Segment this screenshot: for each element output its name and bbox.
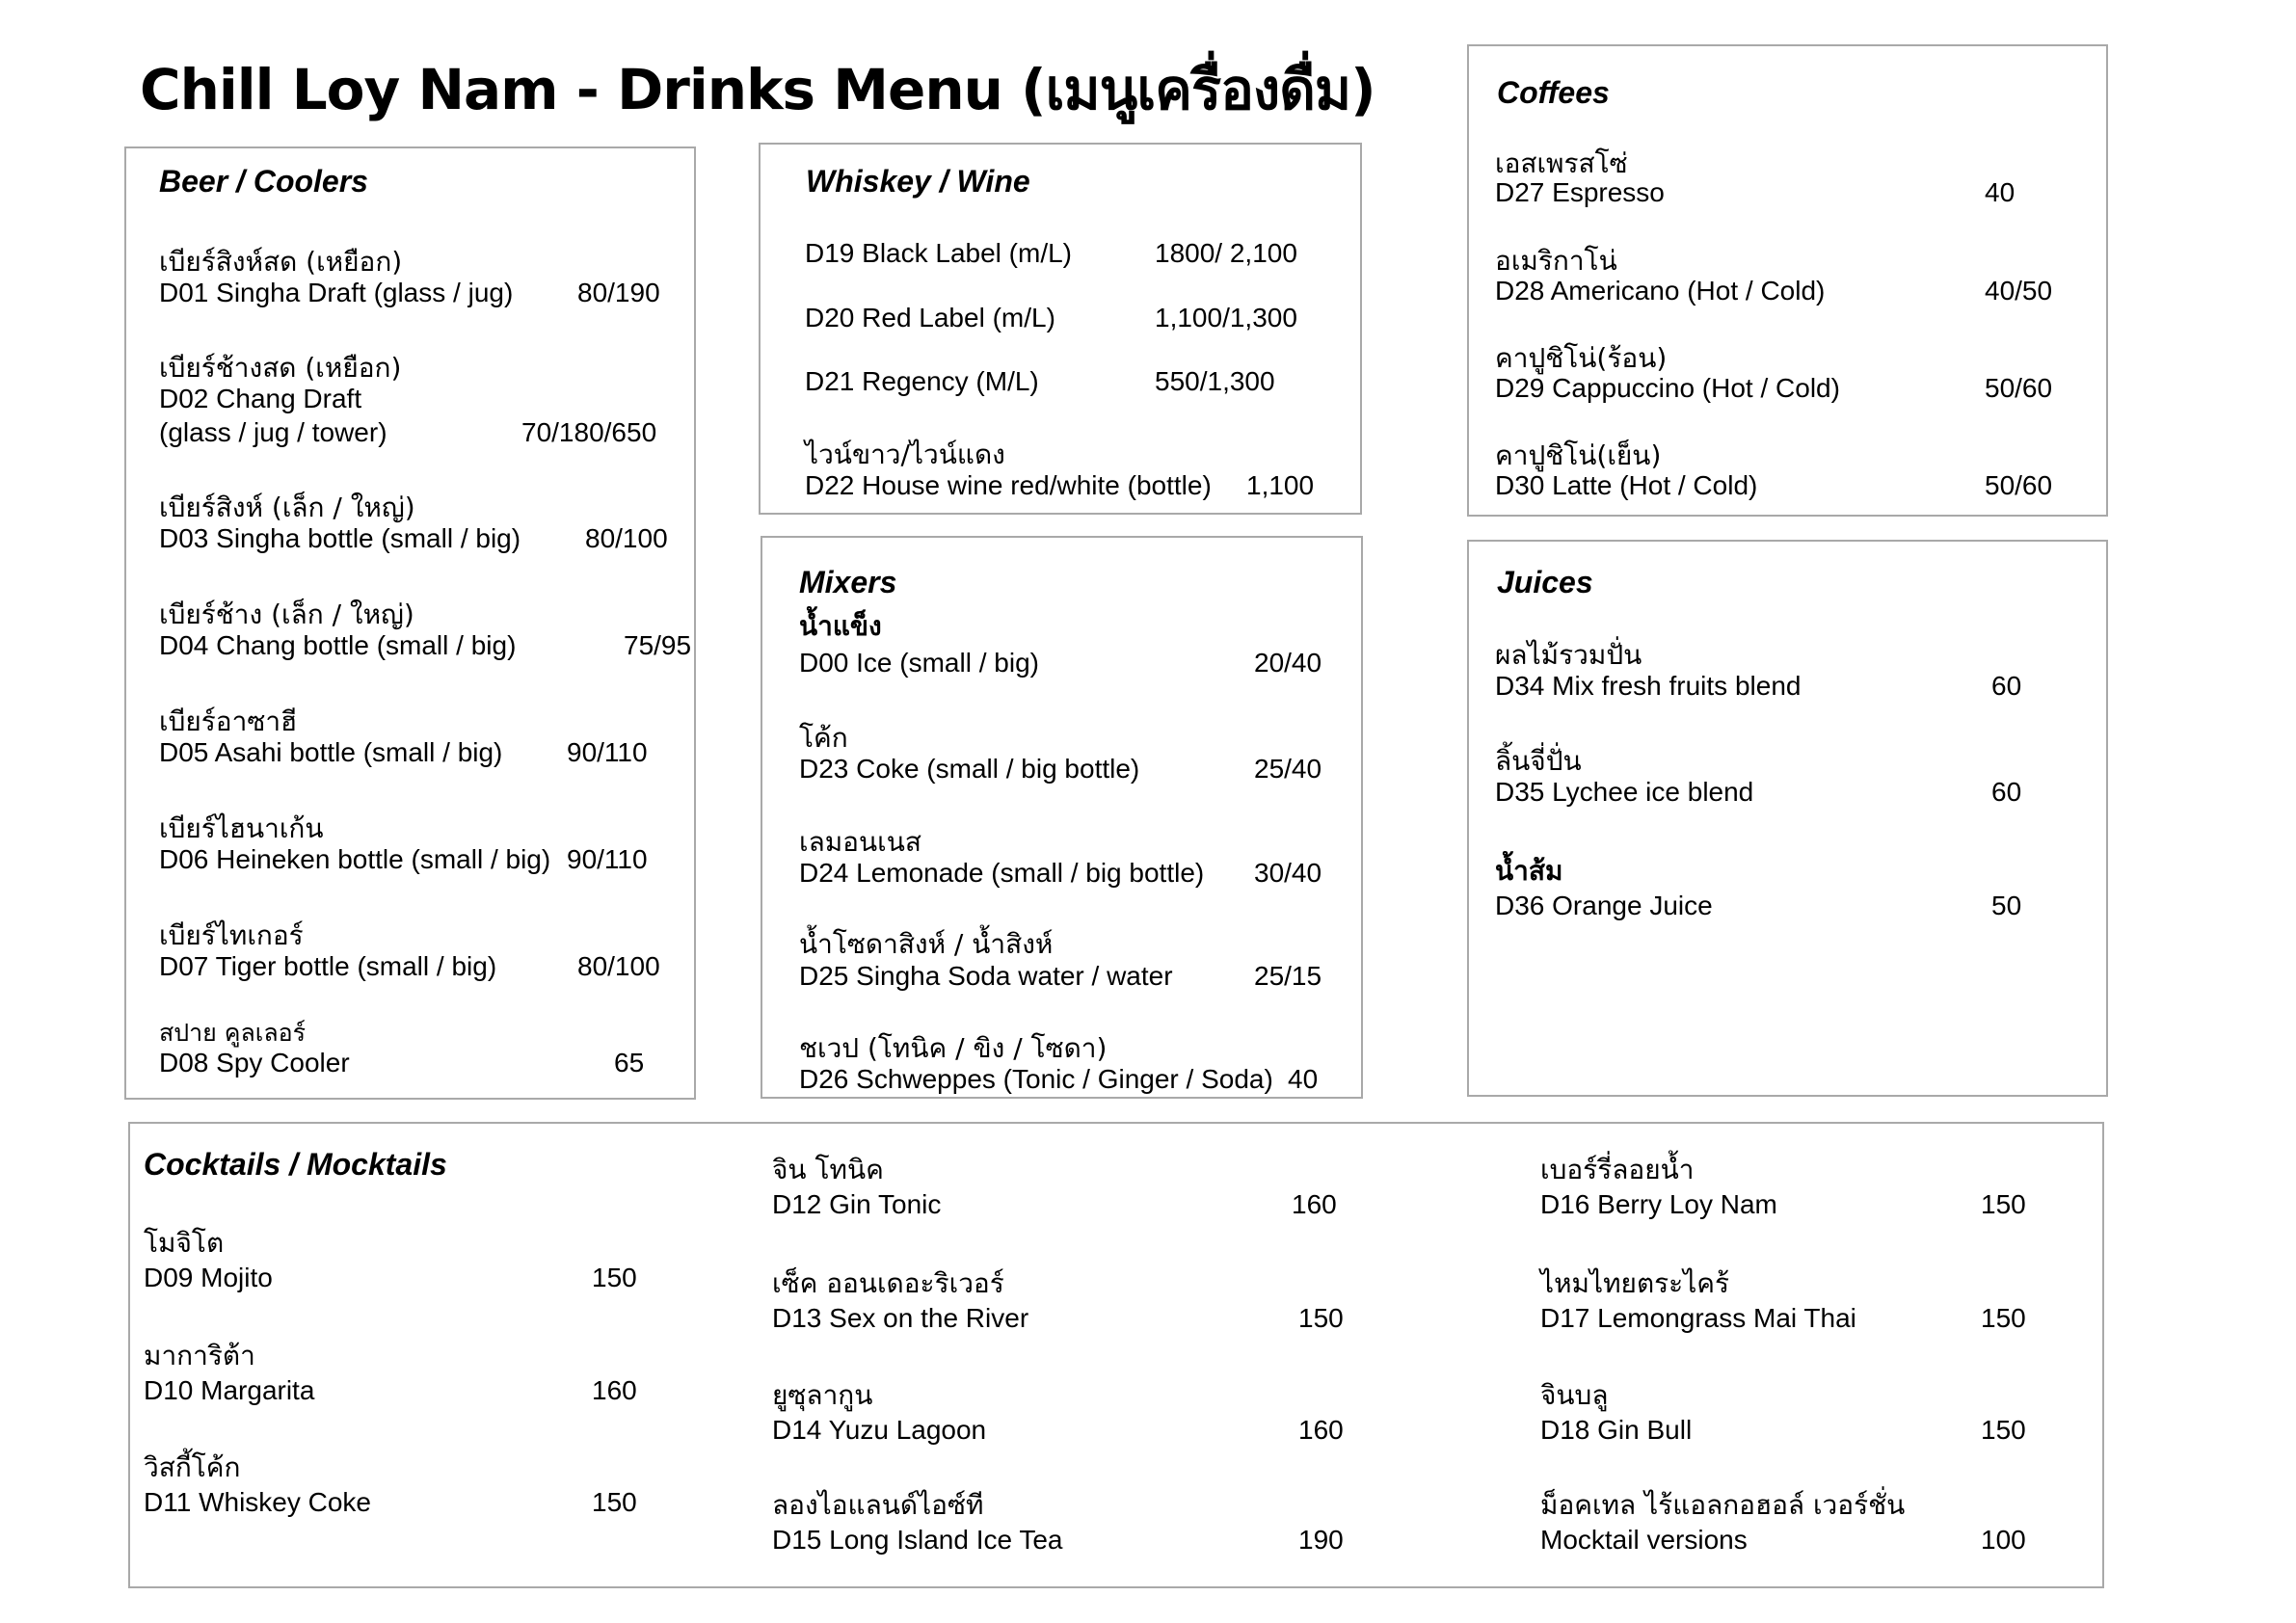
item-name: D11 Whiskey Coke	[144, 1487, 372, 1517]
whiskey-wine-header: Whiskey / Wine	[806, 164, 1030, 199]
item-name: D01 Singha Draft (glass / jug)	[159, 278, 514, 307]
item-name: D29 Cappuccino (Hot / Cold)	[1495, 373, 1840, 403]
item-name: D34 Mix fresh fruits blend	[1495, 671, 1802, 701]
item-name: D25 Singha Soda water / water	[799, 961, 1173, 991]
item-name: D00 Ice (small / big)	[799, 648, 1039, 678]
item-thai-name: เลมอนเนส	[799, 826, 921, 858]
item-price: 80/190	[577, 278, 660, 307]
item-thai-name: ผลไม้รวมปั่น	[1495, 639, 1642, 671]
item-thai-name: คาปูชิโน่(เย็น)	[1495, 439, 1662, 471]
item-thai-name: น้ำส้ม	[1495, 855, 1563, 887]
item-name: D21 Regency (M/L)	[805, 366, 1039, 396]
item-thai-name: เบอร์รี่ลอยน้ำ	[1540, 1154, 1695, 1185]
item-price: 40/50	[1985, 276, 2053, 306]
item-thai-name: ยูซุลากูน	[772, 1379, 873, 1411]
juices-header: Juices	[1497, 565, 1593, 599]
item-name: D23 Coke (small / big bottle)	[799, 754, 1140, 784]
item-thai-name: ไวน์ขาว/ไวน์แดง	[805, 439, 1005, 470]
item-name: D24 Lemonade (small / big bottle)	[799, 858, 1205, 888]
item-price: 70/180/650	[521, 417, 657, 447]
item-name: D12 Gin Tonic	[772, 1189, 942, 1219]
item-price: 65	[614, 1048, 645, 1078]
item-thai-name: มาการิต้า	[144, 1340, 255, 1371]
cocktails-mocktails-header: Cocktails / Mocktails	[144, 1147, 447, 1182]
item-price: 550/1,300	[1155, 366, 1275, 396]
item-price: 60	[1991, 777, 2022, 807]
item-name: D15 Long Island Ice Tea	[772, 1525, 1063, 1555]
item-thai-name: จินบลู	[1540, 1379, 1609, 1411]
item-price: 150	[1298, 1303, 1344, 1333]
item-name: D18 Gin Bull	[1540, 1415, 1693, 1445]
item-price: 150	[592, 1263, 637, 1292]
item-thai-name: เบียร์สิงห์สด (เหยือก)	[159, 246, 403, 278]
item-name: D13 Sex on the River	[772, 1303, 1029, 1333]
mixers-header: Mixers	[799, 565, 897, 599]
item-thai-name: สปาย คูลเลอร์	[159, 1019, 307, 1047]
item-name: D14 Yuzu Lagoon	[772, 1415, 987, 1445]
item-price: 90/110	[567, 737, 648, 767]
item-thai-name: ไหมไทยตระไคร้	[1540, 1267, 1730, 1299]
item-thai-name: จิน โทนิค	[772, 1154, 884, 1185]
item-thai-name: น้ำแข็ง	[799, 610, 882, 642]
item-name: D16 Berry Loy Nam	[1540, 1189, 1777, 1219]
item-name: D28 Americano (Hot / Cold)	[1495, 276, 1826, 306]
beer-coolers-header: Beer / Coolers	[159, 164, 368, 199]
item-thai-name: เบียร์อาซาฮี	[159, 705, 298, 737]
item-thai-name: เซ็ค ออนเดอะริเวอร์	[772, 1267, 1004, 1299]
item-name-line2: (glass / jug / tower)	[159, 417, 387, 447]
item-thai-name: เบียร์สิงห์ (เล็ก / ใหญ่)	[159, 492, 415, 523]
item-name: D09 Mojito	[144, 1263, 273, 1292]
item-price: 160	[1298, 1415, 1344, 1445]
item-price: 80/100	[577, 951, 660, 981]
item-name: D22 House wine red/white (bottle)	[805, 470, 1212, 500]
item-name: D05 Asahi bottle (small / big)	[159, 737, 503, 767]
juices-section	[1467, 540, 2108, 1097]
item-thai-name: วิสกี้โค้ก	[144, 1451, 241, 1483]
item-thai-name: ชเวป (โทนิค / ขิง / โซดา)	[799, 1032, 1108, 1064]
item-price: 90/110	[567, 844, 648, 874]
item-price: 190	[1298, 1525, 1344, 1555]
item-name: D27 Espresso	[1495, 177, 1665, 207]
item-name: Mocktail versions	[1540, 1525, 1748, 1555]
item-name: D07 Tiger bottle (small / big)	[159, 951, 497, 981]
item-name: D36 Orange Juice	[1495, 891, 1713, 920]
item-thai-name: ลิ้นจี่ปั่น	[1495, 745, 1582, 777]
item-price: 150	[1981, 1303, 2026, 1333]
item-name: D03 Singha bottle (small / big)	[159, 523, 521, 553]
item-thai-name: ม็อคเทล ไร้แอลกอฮอล์ เวอร์ชั่น	[1540, 1489, 1906, 1521]
item-price: 25/15	[1254, 961, 1322, 991]
item-thai-name: อเมริกาโน่	[1495, 245, 1617, 277]
menu-title: Chill Loy Nam - Drinks Menu (เมนูเครื่องดื่ม)	[140, 57, 1375, 122]
item-name: D08 Spy Cooler	[159, 1048, 350, 1078]
item-thai-name: โค้ก	[799, 722, 848, 754]
item-price: 50/60	[1985, 470, 2053, 500]
item-thai-name: คาปูชิโน่(ร้อน)	[1495, 342, 1668, 374]
item-name: D35 Lychee ice blend	[1495, 777, 1754, 807]
item-name: D06 Heineken bottle (small / big)	[159, 844, 551, 874]
item-price: 1,100	[1246, 470, 1315, 500]
item-price: 150	[1981, 1415, 2026, 1445]
item-price: 160	[592, 1375, 637, 1405]
item-name: D30 Latte (Hot / Cold)	[1495, 470, 1758, 500]
item-price: 25/40	[1254, 754, 1322, 784]
item-name: D17 Lemongrass Mai Thai	[1540, 1303, 1856, 1333]
item-name: D02 Chang Draft	[159, 384, 362, 413]
item-name: D10 Margarita	[144, 1375, 315, 1405]
item-price: 150	[1981, 1189, 2026, 1219]
item-price: 20/40	[1254, 648, 1322, 678]
item-price: 1,100/1,300	[1155, 303, 1297, 333]
item-price: 50	[1991, 891, 2022, 920]
item-price: 40	[1288, 1064, 1319, 1094]
item-thai-name: เอสเพรสโซ่	[1495, 147, 1628, 179]
item-name: D26 Schweppes (Tonic / Ginger / Soda)	[799, 1064, 1273, 1094]
item-price: 160	[1292, 1189, 1337, 1219]
item-thai-name: ลองไอแลนด์ไอซ์ที	[772, 1489, 984, 1521]
item-name: D19 Black Label (m/L)	[805, 238, 1073, 268]
item-price: 50/60	[1985, 373, 2053, 403]
item-name: D04 Chang bottle (small / big)	[159, 630, 517, 660]
item-thai-name: น้ำโซดาสิงห์ / น้ำสิงห์	[799, 928, 1054, 960]
item-price: 100	[1981, 1525, 2026, 1555]
item-price: 40	[1985, 177, 2016, 207]
item-name: D20 Red Label (m/L)	[805, 303, 1055, 333]
item-thai-name: เบียร์ช้างสด (เหยือก)	[159, 352, 402, 384]
item-price: 75/95	[624, 630, 692, 660]
coffees-header: Coffees	[1497, 75, 1610, 110]
item-price: 150	[592, 1487, 637, 1517]
item-price: 60	[1991, 671, 2022, 701]
item-thai-name: เบียร์ไฮนาเก้น	[159, 812, 324, 844]
item-price: 80/100	[585, 523, 668, 553]
item-thai-name: โมจิโต	[144, 1227, 225, 1259]
item-thai-name: เบียร์ช้าง (เล็ก / ใหญ่)	[159, 599, 414, 630]
item-price: 1800/ 2,100	[1155, 238, 1297, 268]
item-price: 30/40	[1254, 858, 1322, 888]
item-thai-name: เบียร์ไทเกอร์	[159, 919, 304, 951]
